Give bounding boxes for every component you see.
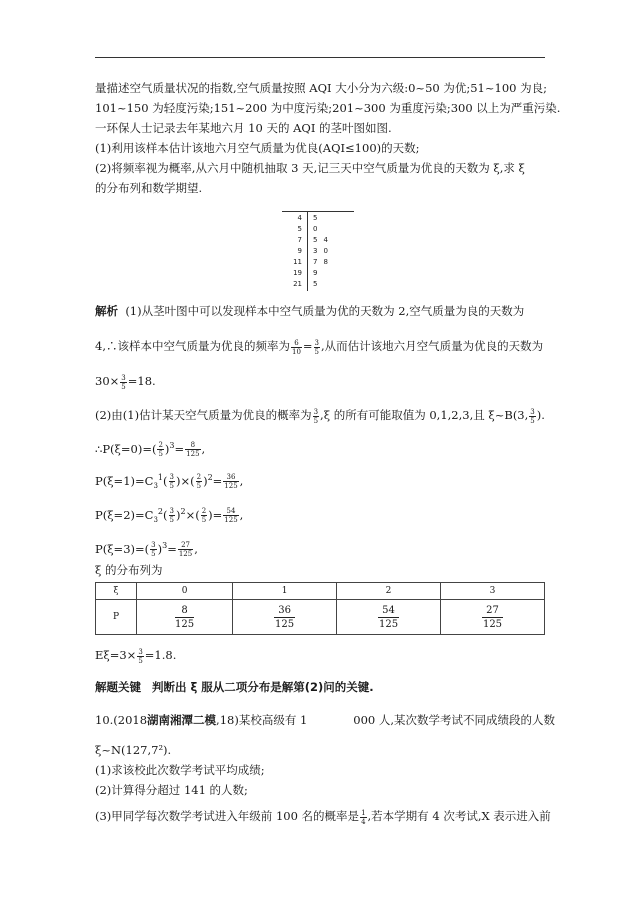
solution-text-3b: =18. (127, 374, 156, 388)
solution-text-2b: ,从而估计该地六月空气质量为优良的天数为 (321, 339, 544, 353)
prob-line-1: $P(\xi=1)=C_3^1$( $\frac{3}{5}$ )×( $\frac{2}{5}$ )$^2$= $\frac{36}{125}$ , (95, 473, 244, 491)
table-cell: 2 (337, 583, 441, 600)
problem-line-1: 量描述空气质量状况的指数,空气质量按照 AQI 大小分为六级:0~50 为优;51~100 为良; (95, 81, 547, 95)
leaf-values (313, 247, 334, 255)
prob-label-0: ∴P(ξ=0)= (95, 441, 152, 456)
frac-8-125: $\frac{8}{125}$ (186, 441, 200, 459)
key-text: 判断出 ξ 服从二项分布是解第(2)问的关键. (151, 680, 374, 694)
leaf-value: 0 (323, 247, 328, 255)
frac-3-5: $\frac{3}{5}$ (121, 373, 126, 391)
leaf-value: 9 (313, 269, 318, 277)
stem-value: 7 (297, 236, 302, 244)
expectation-text: Eξ=3× (95, 648, 137, 662)
stem-value: 9 (297, 247, 302, 255)
leaf-value: 4 (323, 236, 328, 244)
q10-number: 10.(2018 (95, 713, 148, 727)
expectation-end: =1.8. (144, 648, 177, 662)
frac-2-5: $\frac{2}{5}$ (196, 473, 202, 491)
leaf-values (313, 236, 334, 244)
table-cell: 1 (233, 583, 337, 600)
frac-3-5: $\frac{3}{5}$ (314, 338, 320, 356)
stem-leaf-hbar (282, 211, 354, 212)
q10-text-5a: (3)甲同学每次数学考试进入年级前 100 名的概率是 (95, 809, 360, 823)
q10-source: 湖南湘潭二模 (147, 713, 217, 727)
solution-line-4: (2)由(1)估计某天空气质量为优良的概率为 $\frac{3}{5}$ ,ξ 的所有可能取值为 0,1,2,3,且 ξ~B(3, $\frac{3}{5}$ ). (95, 407, 545, 425)
table-cell (337, 600, 441, 635)
prob-numerator: 8 (175, 604, 194, 618)
solution-line-1 (95, 303, 524, 319)
stem-value: 11 (293, 258, 302, 266)
prob-denominator: 125 (482, 618, 503, 630)
prob-label-3: P(ξ=3)= (95, 541, 145, 556)
header-rule (95, 57, 545, 58)
table-cell: P (96, 600, 137, 635)
leaf-value: 8 (323, 258, 328, 266)
prob-denominator: 125 (275, 618, 295, 630)
stem-leaf-row (282, 269, 354, 280)
frac-6-10: $\frac{6}{10}$ (291, 338, 301, 356)
table-header-row (96, 583, 545, 600)
leaf-values (313, 225, 323, 233)
prob-line-2: $P(\xi=2)=C_3^2$( $\frac{3}{5}$ )$^2$×( $\frac{2}{5}$ )= $\frac{54}{125}$ , (95, 507, 244, 525)
frac-3-5: $\frac{3}{5}$ (151, 541, 156, 559)
table-cell (441, 600, 545, 635)
leaf-value: 5 (313, 214, 318, 222)
frac-1-4: $\frac{1}{4}$ (361, 808, 366, 826)
stem-leaf-row (282, 214, 354, 225)
stem-leaf-row (282, 247, 354, 258)
solution-text-3a: 30× (95, 374, 120, 388)
frac-2-5: $\frac{2}{5}$ (158, 441, 163, 459)
problem-line-2: 101~150 为轻度污染;151~200 为中度污染;201~300 为重度污染;300 以上为严重污染. (95, 101, 561, 115)
frac-3-5: $\frac{3}{5}$ (138, 647, 143, 665)
prob-denominator: 125 (378, 618, 399, 630)
expectation-line (95, 647, 176, 665)
q10-line-1 (95, 712, 555, 728)
prob-numerator: 27 (482, 604, 503, 618)
table-cell: 3 (441, 583, 545, 600)
table-row (96, 600, 545, 635)
table-cell: ξ (96, 583, 137, 600)
solution-text-1: (1)从茎叶图中可以发现样本中空气质量为优的天数为 2,空气质量为良的天数为 (125, 304, 525, 318)
solution-text-4b: ,ξ 的所有可能取值为 0,1,2,3,且 ξ~B (320, 408, 513, 422)
stem-leaf-row (282, 225, 354, 236)
leaf-values (313, 258, 334, 266)
frac-3-5: $\frac{3}{5}$ (169, 507, 174, 525)
stem-value: 21 (293, 280, 302, 288)
key-line (95, 679, 374, 695)
prob-label-1: P(ξ=1)= (95, 473, 145, 488)
q10-line-4: (2)计算得分超过 141 的人数; (95, 783, 248, 797)
frac-54-125: $\frac{54}{125}$ (224, 507, 238, 525)
frac-3-5: $\frac{3}{5}$ (530, 407, 535, 425)
problem-line-5: (2)将频率视为概率,从六月中随机抽取 3 天,记三天中空气质量为优良的天数为 ξ,求 ξ (95, 161, 525, 175)
q10-line-3: (1)求该校此次数学考试平均成绩; (95, 763, 265, 777)
leaf-value: 5 (313, 280, 318, 288)
dist-label: ξ 的分布列为 (95, 563, 163, 577)
q10-line-5 (95, 808, 551, 826)
problem-line-4: (1)利用该样本估计该地六月空气质量为优良(AQI≤100)的天数; (95, 141, 420, 155)
prob-line-0: ∴P(ξ=0)=( $\frac{2}{5}$ )$^3$= $\frac{8}{125}$ , (95, 441, 206, 459)
prob-line-3: P(ξ=3)=( $\frac{3}{5}$ )$^3$= $\frac{27}{125}$ , (95, 541, 198, 559)
stem-leaf-row (282, 280, 354, 291)
stem-value: 19 (293, 269, 302, 277)
frac-36-125: $\frac{36}{125}$ (224, 473, 238, 491)
frac-3-5: $\frac{3}{5}$ (169, 473, 174, 491)
solution-line-2: 4,∴该样本中空气质量为优良的频率为 $\frac{6}{10}$ = $\frac{3}{5}$ ,从而估计该地六月空气质量为优良的天数为 (95, 338, 544, 356)
problem-line-3: 一环保人士记录去年某地六月 10 天的 AQI 的茎叶图如图. (95, 121, 392, 135)
leaf-value: 3 (313, 247, 318, 255)
table-cell (137, 600, 233, 635)
q10-text-5b: ,若本学期有 4 次考试,X 表示进入前 (367, 809, 551, 823)
frac-3-5: $\frac{3}{5}$ (313, 407, 319, 425)
solution-label: 解析 (95, 304, 118, 318)
frac-2-5: $\frac{2}{5}$ (201, 507, 207, 525)
stem-leaf-row (282, 236, 354, 247)
solution-line-3 (95, 373, 156, 391)
stem-leaf-plot (282, 200, 354, 295)
leaf-values (313, 280, 323, 288)
prob-label-2: P(ξ=2)= (95, 507, 145, 522)
q10-text-1d: 000 人,某次数学考试不同成绩段的人数 (353, 713, 556, 727)
leaf-values (313, 269, 323, 277)
prob-numerator: 54 (378, 604, 399, 618)
leaf-value: 0 (313, 225, 318, 233)
solution-text-4a: (2)由(1)估计某天空气质量为优良的概率为 (95, 408, 312, 422)
problem-line-6: 的分布列和数学期望. (95, 181, 203, 195)
distribution-table (95, 582, 545, 635)
stem-value: 5 (297, 225, 302, 233)
solution-text-2a: 4,∴该样本中空气质量为优良的频率为 (95, 339, 290, 353)
prob-numerator: 36 (274, 604, 295, 618)
stem-leaf-row (282, 258, 354, 269)
leaf-values (313, 214, 323, 222)
table-cell (233, 600, 337, 635)
table-cell: 0 (137, 583, 233, 600)
leaf-value: 7 (313, 258, 318, 266)
q10-line-2: ξ~N(127,7²). (95, 743, 172, 757)
prob-denominator: 125 (175, 618, 195, 630)
stem-value: 4 (297, 214, 302, 222)
frac-27-125: $\frac{27}{125}$ (178, 541, 193, 559)
leaf-value: 5 (313, 236, 318, 244)
q10-text-1c: ,18)某校高级有 1 (216, 713, 308, 727)
key-label: 解题关键 (95, 680, 141, 694)
